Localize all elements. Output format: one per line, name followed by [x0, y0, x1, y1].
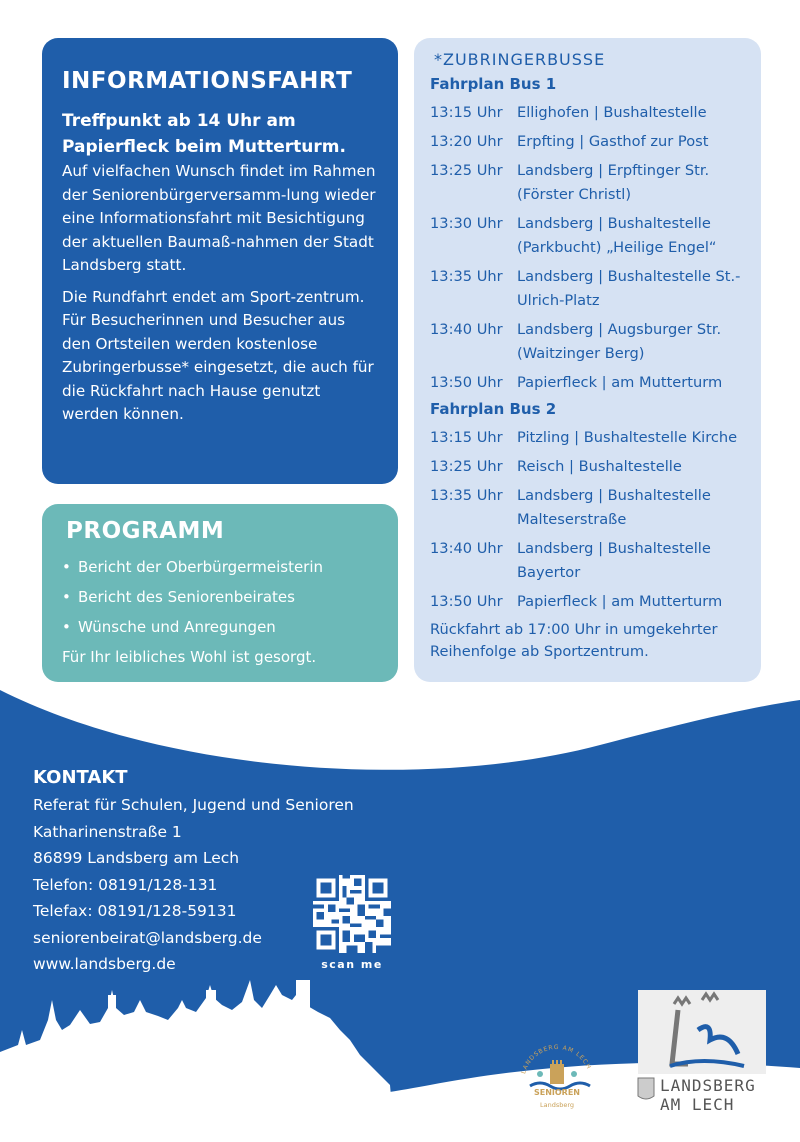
- programm-note: Für Ihr leibliches Wohl ist gesorgt.: [62, 648, 317, 666]
- scan-me-label: scan me: [321, 958, 383, 971]
- schedule-row: 13:25 Uhr Reisch | Bushaltestelle: [430, 458, 682, 475]
- list-item: • Bericht der Oberbürgermeisterin: [62, 552, 378, 582]
- programm-list: [62, 552, 378, 642]
- contact-website-link[interactable]: www.landsberg.de: [33, 955, 176, 973]
- schedule-row: 13:30 Uhr Landsberg | Bushaltestelle (Parkbucht) „Heilige Engel“: [430, 215, 717, 256]
- programm-card: [42, 504, 398, 682]
- info-title: INFORMATIONSFAHRT: [62, 68, 353, 94]
- info-card: [42, 38, 398, 484]
- meeting-point: Treffpunkt ab 14 Uhr am Papierfleck beim Mutterturm.: [62, 111, 346, 157]
- landsberg-logo-line1: LANDSBERG: [660, 1076, 756, 1095]
- contact-city: 86899 Landsberg am Lech: [33, 849, 240, 867]
- schedule-row: 13:50 Uhr Papierfleck | am Mutterturm: [430, 374, 723, 391]
- programm-title: PROGRAMM: [66, 518, 225, 544]
- contact-fax: Telefax: 08191/128-59131: [33, 902, 237, 920]
- bullet-icon: •: [62, 558, 71, 576]
- contact-street: Katharinenstraße 1: [33, 822, 182, 841]
- return-trip-note: Rückfahrt ab 17:00 Uhr in umgekehrter Reihenfolge ab Sportzentrum.: [430, 621, 718, 660]
- schedule-row: 13:35 Uhr Landsberg | Bushaltestelle St.-Ulrich-Platz: [430, 268, 741, 309]
- bus2-heading: Fahrplan Bus 2: [430, 400, 557, 418]
- schedule-row: 13:15 Uhr Ellighofen | Bushaltestelle: [430, 104, 707, 121]
- contact-department: Referat für Schulen, Jugend und Senioren: [33, 796, 354, 814]
- contact-email-link[interactable]: seniorenbeirat@landsberg.de: [33, 928, 262, 947]
- list-item: • Bericht des Seniorenbeirates: [62, 582, 378, 612]
- bullet-icon: •: [62, 618, 71, 636]
- contact-section: [33, 767, 354, 978]
- bus1-heading: Fahrplan Bus 1: [430, 75, 557, 93]
- schedule-row: 13:20 Uhr Erpfting | Gasthof zur Post: [430, 133, 709, 150]
- list-item: • Wünsche und Anregungen: [62, 612, 378, 642]
- qr-code[interactable]: [313, 875, 391, 953]
- bullet-icon: •: [62, 588, 71, 606]
- schedule-row: 13:15 Uhr Pitzling | Bushaltestelle Kirche: [430, 429, 738, 446]
- bus-title: *ZUBRINGERBUSSE: [434, 50, 606, 69]
- info-paragraph-2: Die Rundfahrt endet am Sport-zentrum. Für Besucherinnen und Besucher aus den Ortsteilen werden kostenlose Zubringerbusse* eingesetzt, die auch für die Rückfahrt nach Hause genutzt werden können.: [62, 287, 374, 423]
- senioren-logo-text: SENIOREN: [533, 1088, 581, 1097]
- schedule-row: 13:25 Uhr Landsberg | Erpftinger Str. (Förster Christl): [430, 162, 710, 203]
- schedule-row: 13:50 Uhr Papierfleck | am Mutterturm: [430, 593, 723, 610]
- contact-title: KONTAKT: [33, 767, 128, 788]
- info-paragraph-1: Auf vielfachen Wunsch findet im Rahmen der Seniorenbürgerversamm-lung wieder eine Informationsfahrt mit Besichtigung der aktuellen Baumaß-nahmen der Stadt Landsberg statt.: [62, 162, 376, 274]
- senioren-logo-subtext: Landsberg: [539, 1101, 575, 1109]
- bus-schedule-card: [414, 38, 761, 682]
- schedule-row: 13:40 Uhr Landsberg | Bushaltestelle Bayertor: [430, 540, 711, 581]
- contact-phone[interactable]: Telefon: 08191/128-131: [33, 875, 218, 894]
- senioren-logo-ring-text: LANDSBERG AM LECH: [520, 1043, 593, 1075]
- schedule-row: 13:40 Uhr Landsberg | Augsburger Str. (Waitzinger Berg): [430, 321, 722, 362]
- landsberg-logo-line2: AM LECH: [660, 1095, 735, 1114]
- schedule-row: 13:35 Uhr Landsberg | Bushaltestelle Malteserstraße: [430, 487, 711, 528]
